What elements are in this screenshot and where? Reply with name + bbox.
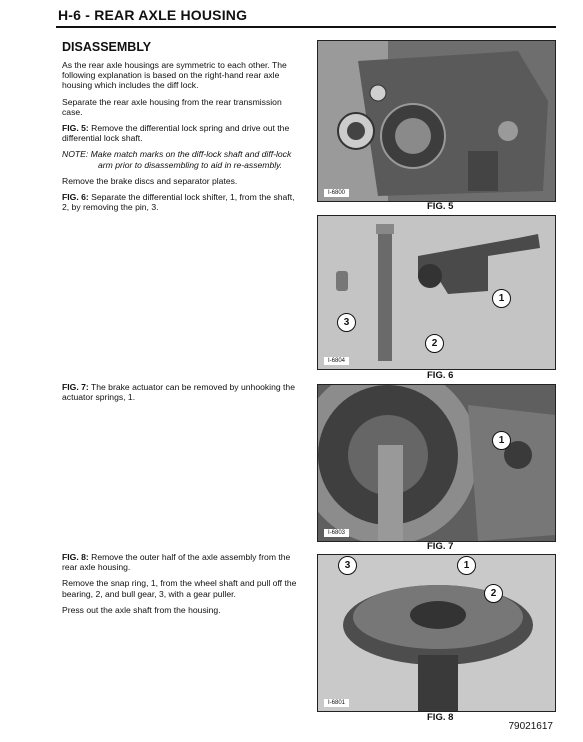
paragraph-fig5 — [62, 123, 302, 143]
document-number: 79021617 — [508, 721, 553, 732]
figure-id: I-6803 — [324, 529, 349, 537]
figure-id: I-6801 — [324, 699, 349, 707]
paragraph-text: Remove the outer half of the axle assembly from the rear axle housing. — [62, 552, 291, 573]
brake-actuator-illustration — [318, 385, 555, 541]
paragraph: Press out the axle shaft from the housing. — [62, 604, 221, 615]
page-header — [56, 6, 556, 28]
paragraph: Remove the snap ring, 1, from the wheel shaft and pull off the bearing, 2, and bull gear, 3, with a gear puller. — [62, 578, 297, 599]
figure-caption: FIG. 7 — [427, 541, 454, 552]
bull-gear-illustration — [318, 555, 555, 711]
fig-ref: FIG. 6: — [62, 192, 89, 203]
figure-5-photo — [317, 40, 556, 202]
figure-id: I-6800 — [324, 189, 349, 197]
figure-caption: FIG. 5 — [427, 201, 454, 212]
figure-8-photo — [317, 554, 556, 712]
note-label: NOTE: — [62, 149, 89, 160]
callout-3: 3 — [338, 556, 357, 575]
callout-1: 1 — [492, 431, 511, 450]
page-title: H-6 - REAR AXLE HOUSING — [58, 7, 248, 23]
paragraph-text: Remove the differential lock spring and drive out the differential lock shaft. — [62, 123, 290, 144]
paragraph-fig8 — [62, 552, 302, 572]
callout-2: 2 — [425, 334, 444, 353]
callout-1: 1 — [457, 556, 476, 575]
figure-6-photo — [317, 215, 556, 370]
paragraph-fig7 — [62, 382, 302, 402]
gearbox-photo-illustration — [318, 41, 555, 201]
fig-ref: FIG. 7: — [62, 382, 89, 392]
paragraph-fig6 — [62, 192, 302, 212]
figure-7-photo — [317, 384, 556, 542]
section-heading: DISASSEMBLY — [62, 40, 152, 54]
note — [62, 149, 302, 169]
note-text: Make match marks on the diff-lock shaft and diff-lock arm prior to disassembling to aid in re-assembly. — [88, 149, 292, 170]
text-block-fig7 — [62, 382, 302, 408]
paragraph: Remove the brake discs and separator plates. — [62, 175, 238, 186]
text-block-fig8 — [62, 552, 302, 621]
figure-caption: FIG. 8 — [427, 712, 454, 723]
text-block-disassembly — [62, 60, 302, 218]
paragraph-text: Separate the differential lock shifter, 1, from the shaft, 2, by removing the pin, 3. — [62, 192, 295, 213]
paragraph: As the rear axle housings are symmetric to each other. The following explanation is based on the right-hand rear axle housing which includes the diff lock. — [62, 60, 287, 91]
fig-ref: FIG. 8: — [62, 552, 89, 562]
callout-1: 1 — [492, 289, 511, 308]
paragraph-text: The brake actuator can be removed by unhooking the actuator springs, 1. — [62, 382, 295, 403]
figure-caption: FIG. 6 — [427, 370, 454, 381]
figure-id: I-6804 — [324, 357, 349, 365]
callout-2: 2 — [484, 584, 503, 603]
callout-3: 3 — [337, 313, 356, 332]
paragraph: Separate the rear axle housing from the rear transmission case. — [62, 96, 282, 117]
fig-ref: FIG. 5: — [62, 123, 89, 134]
